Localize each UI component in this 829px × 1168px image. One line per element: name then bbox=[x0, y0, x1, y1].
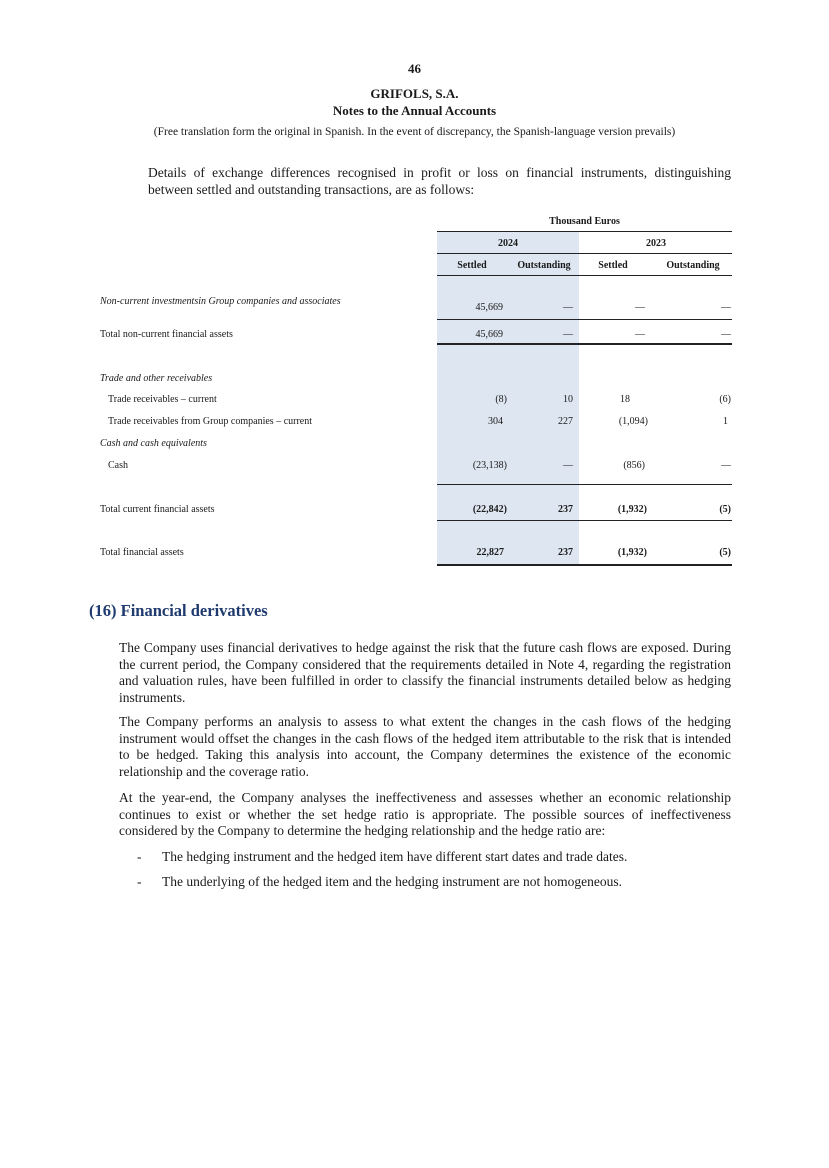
cell: (856) bbox=[623, 460, 645, 471]
cell: — bbox=[635, 329, 645, 340]
row-group-label: Trade and other receivables bbox=[100, 373, 213, 384]
company-name: GRIFOLS, S.A. bbox=[370, 86, 459, 101]
cell: (22,842) bbox=[472, 504, 507, 515]
document-subtitle: Notes to the Annual Accounts bbox=[332, 103, 497, 118]
row-label: Cash bbox=[108, 460, 128, 471]
row-label: Total current financial assets bbox=[100, 504, 215, 515]
bullet-item: The underlying of the hedged item and the hedging instrument are not homogeneous. bbox=[162, 874, 623, 889]
bullet-marker: - bbox=[137, 874, 142, 889]
cell: 45,669 bbox=[475, 329, 503, 340]
cell: (5) bbox=[719, 504, 731, 515]
cell: 237 bbox=[558, 547, 573, 558]
rule bbox=[437, 319, 732, 320]
cell: 45,669 bbox=[475, 302, 503, 313]
cell: — bbox=[563, 329, 573, 340]
cell: 22,827 bbox=[476, 547, 504, 558]
row-group-label: Cash and cash equivalents bbox=[100, 438, 207, 449]
cell: (8) bbox=[495, 394, 507, 405]
page-number: 46 bbox=[408, 61, 421, 76]
col-header-outstanding-2024: Outstanding bbox=[517, 260, 571, 271]
cell: (1,932) bbox=[617, 547, 647, 558]
year-header-2024: 2024 bbox=[498, 238, 518, 249]
cell: (1,932) bbox=[617, 504, 647, 515]
rule bbox=[437, 484, 732, 485]
col-header-settled-2024: Settled bbox=[457, 260, 487, 271]
cell: — bbox=[721, 329, 731, 340]
bullet-item: The hedging instrument and the hedged item have different start dates and trade dates. bbox=[162, 849, 628, 864]
rule bbox=[437, 520, 732, 521]
rule bbox=[437, 275, 732, 276]
cell: — bbox=[635, 302, 645, 313]
bullet-marker: - bbox=[137, 849, 142, 864]
cell: 18 bbox=[620, 394, 630, 405]
cell: (6) bbox=[719, 394, 731, 405]
rule bbox=[437, 231, 732, 232]
section-heading: (16) Financial derivatives bbox=[89, 601, 268, 620]
row-label: Total financial assets bbox=[100, 547, 184, 558]
body-paragraph: The Company uses financial derivatives to hedge against the risk that the future cash flows are exposed. During the current period, the Company considered that the requirements detailed in Note 4, regarding the registration and valuation rules, have been fulfilled in order to classify the financial instruments detailed below as hedging instruments. bbox=[119, 640, 731, 705]
cell: — bbox=[563, 302, 573, 313]
cell: (5) bbox=[719, 547, 731, 558]
body-paragraph: At the year-end, the Company analyses the ineffectiveness and assesses whether an economic relationship continues to exist or whether the set hedge ratio is appropriate. The possible sources of ineffectiveness considered by the Company to determine the hedging relationship and the hedge ratio are: bbox=[119, 790, 731, 838]
row-label: Total non-current financial assets bbox=[100, 329, 233, 340]
row-label: Non-current investmentsin Group companies and associates bbox=[100, 296, 341, 307]
year-header-2023: 2023 bbox=[646, 238, 666, 249]
cell: 1 bbox=[723, 416, 728, 427]
cell: — bbox=[721, 460, 731, 471]
cell: 237 bbox=[558, 504, 573, 515]
cell: 227 bbox=[558, 416, 573, 427]
row-label: Trade receivables – current bbox=[108, 394, 217, 405]
rule bbox=[437, 253, 732, 254]
cell: 304 bbox=[488, 416, 503, 427]
body-paragraph: The Company performs an analysis to assess to what extent the changes in the cash flows of the hedging instrument would offset the changes in the cash flows of the hedged item attributable to the risk that is intended to be hedged. Taking this analysis into account, the Company determines the existence of the economic relationship and the coverage ratio. bbox=[119, 714, 731, 779]
unit-header: Thousand Euros bbox=[549, 216, 620, 227]
cell: (23,138) bbox=[472, 460, 507, 471]
cell: — bbox=[721, 302, 731, 313]
translation-disclaimer: (Free translation form the original in Spanish. In the event of discrepancy, the Spanish-language version prevails) bbox=[153, 126, 676, 138]
cell: 10 bbox=[563, 394, 573, 405]
col-header-outstanding-2023: Outstanding bbox=[666, 260, 720, 271]
cell: (1,094) bbox=[618, 416, 648, 427]
cell: — bbox=[563, 460, 573, 471]
col-header-settled-2023: Settled bbox=[598, 260, 628, 271]
rule bbox=[437, 343, 732, 345]
rule bbox=[437, 564, 732, 566]
intro-paragraph: Details of exchange differences recognised in profit or loss on financial instruments, distinguishing between settled and outstanding transactions, are as follows: bbox=[148, 165, 731, 197]
row-label: Trade receivables from Group companies – current bbox=[108, 416, 313, 427]
